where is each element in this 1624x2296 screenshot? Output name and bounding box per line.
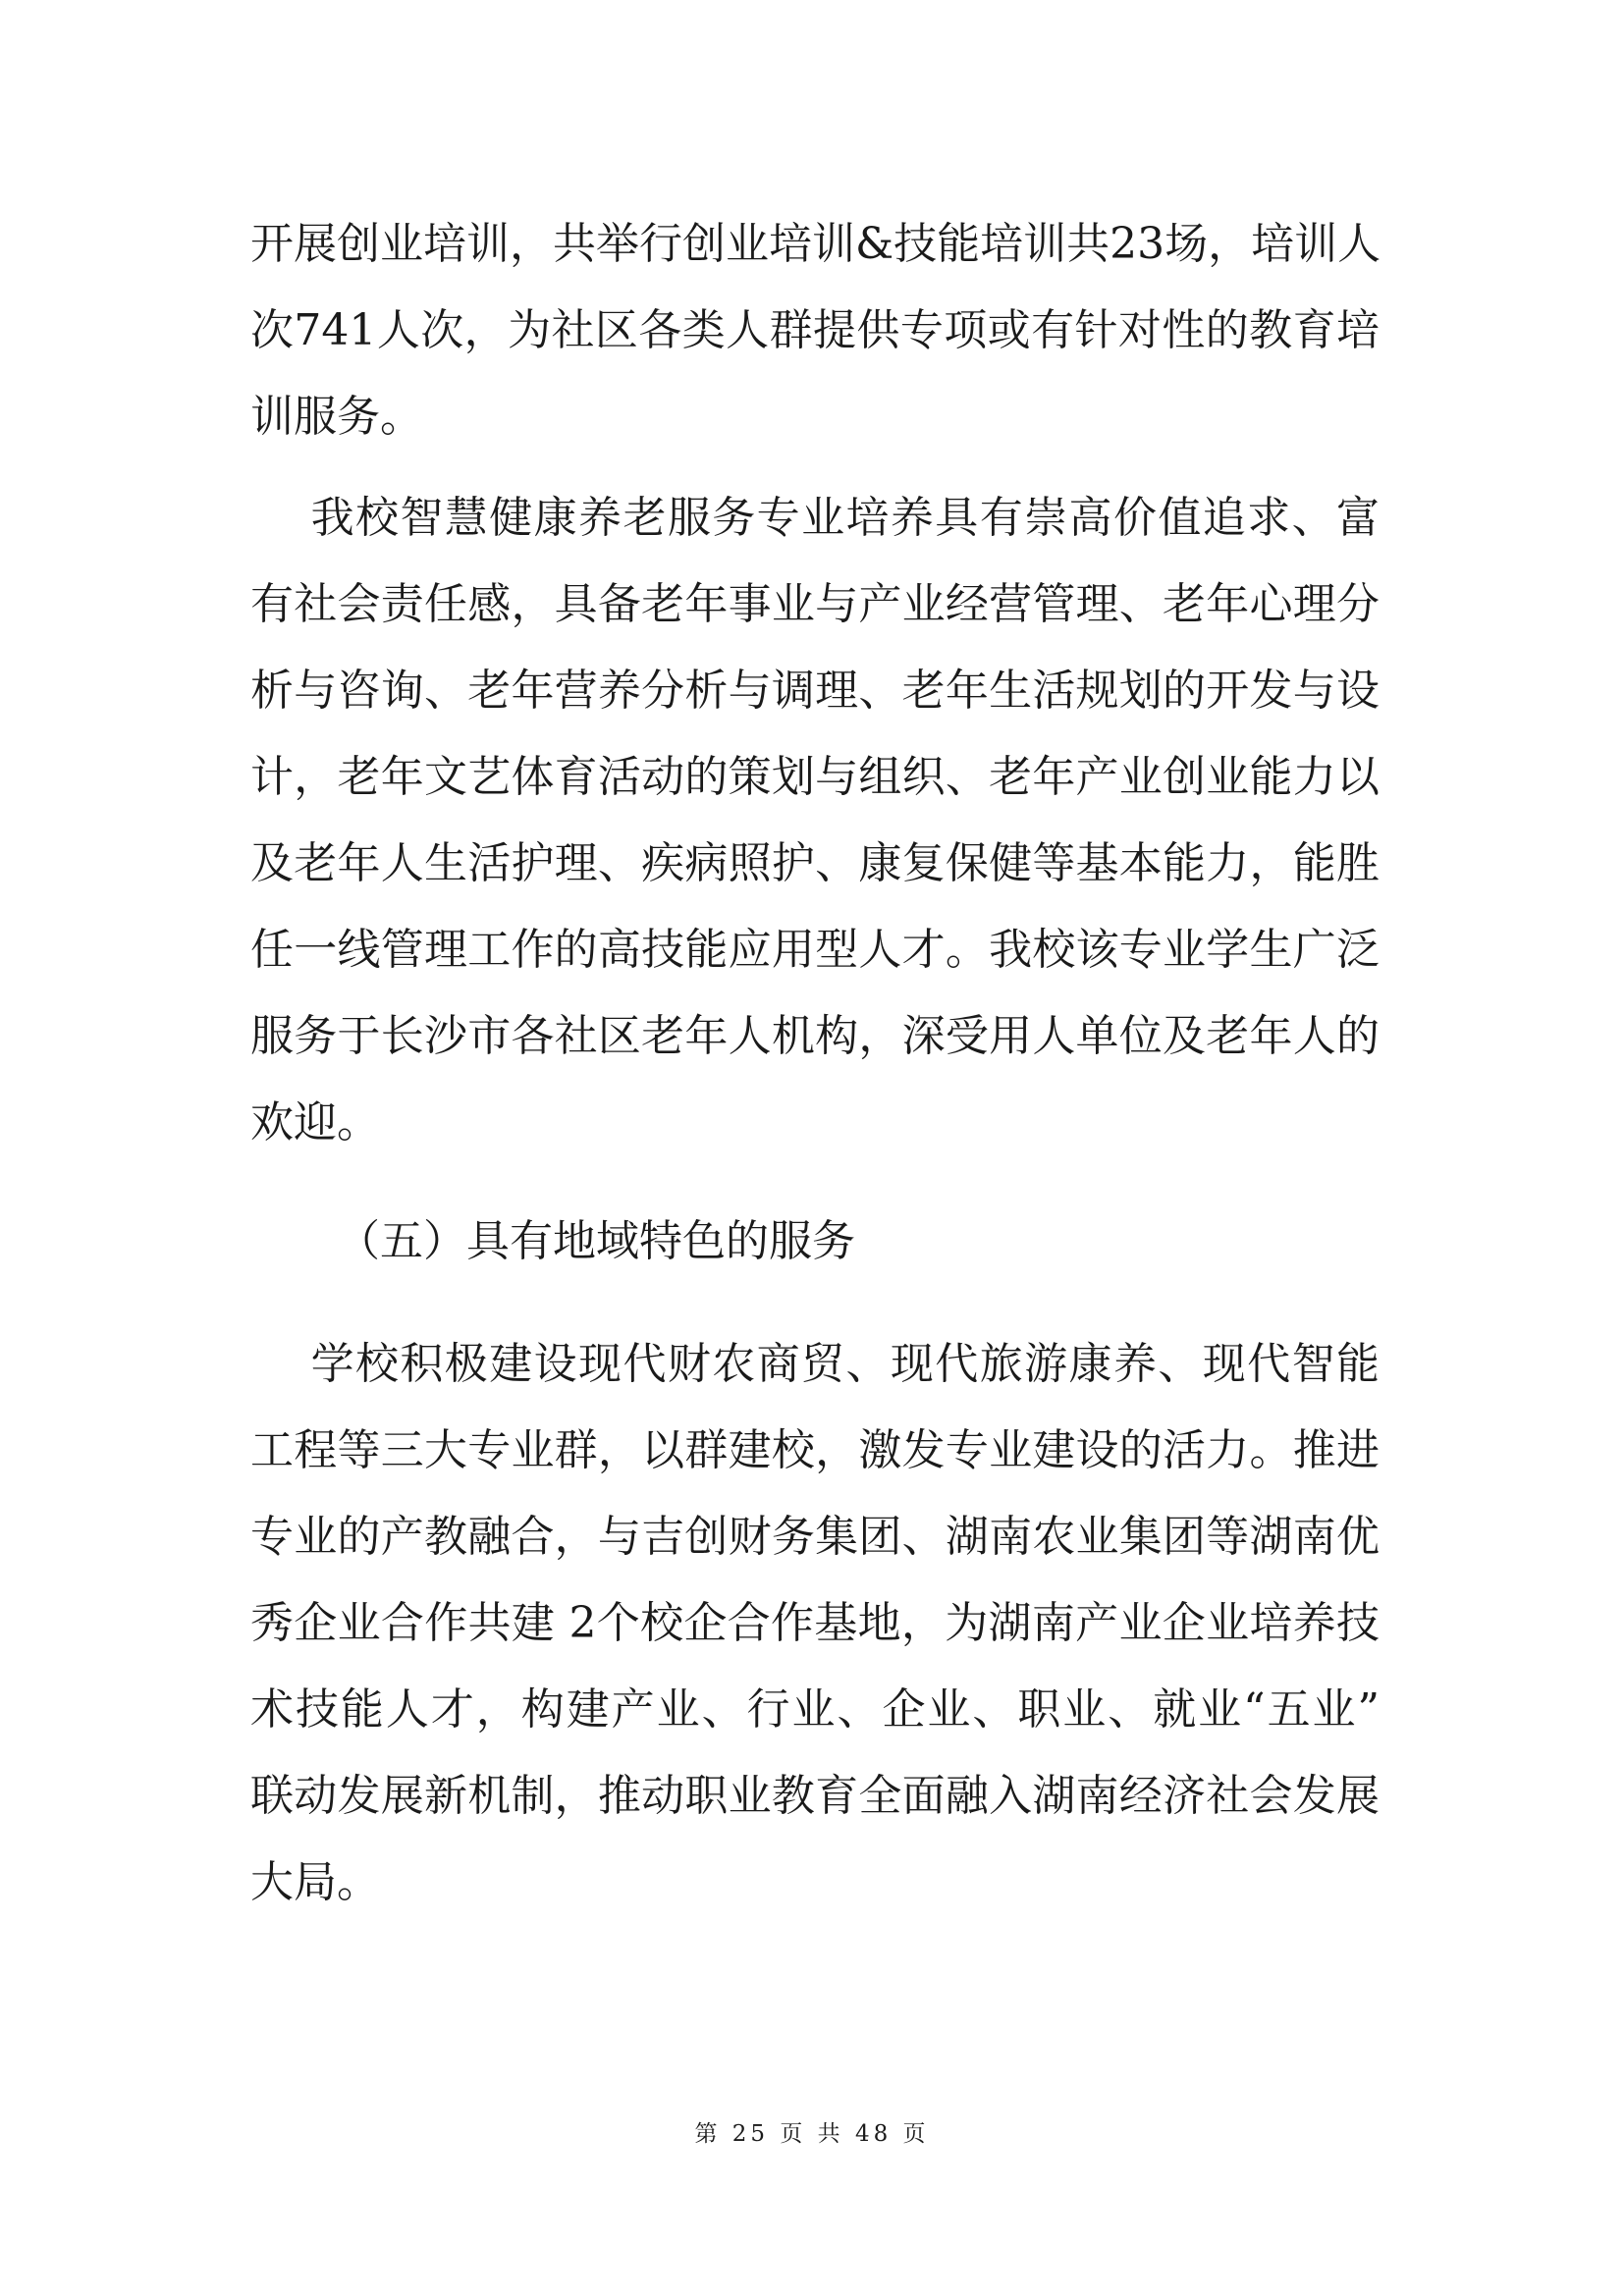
paragraph-training [250,201,1380,460]
paragraph-regional-services [250,1321,1380,1926]
paragraph-line: 析与咨询、老年营养分析与调理、老年生活规划的开发与设 [250,666,1380,716]
paragraph-line: 有社会责任感，具备老年事业与产业经营管理、老年心理分 [250,579,1380,629]
paragraph-line: 开展创业培训，共举行创业培训&技能培训共23场，培训人 [250,219,1381,269]
paragraph-line: 专业的产教融合，与吉创财务集团、湖南农业集团等湖南优 [250,1512,1380,1562]
paragraph-line: 欢迎。 [250,1097,380,1148]
section-heading-block [250,1199,1380,1285]
paragraph-line: 计，老年文艺体育活动的策划与组织、老年产业创业能力以 [250,752,1380,802]
paragraph-line: 服务于长沙市各社区老年人机构，深受用人单位及老年人的 [250,1011,1380,1061]
paragraph-line: 及老年人生活护理、疾病照护、康复保健等基本能力，能胜 [250,838,1380,888]
paragraph-line: 秀企业合作共建 2个校企合作基地，为湖南产业企业培养技 [250,1598,1380,1648]
section-heading: （五）具有地域特色的服务 [337,1216,855,1266]
paragraph-line: 训服务。 [250,392,423,442]
paragraph-line: 大局。 [250,1857,380,1907]
paragraph-line: 次741人次，为社区各类人群提供专项或有针对性的教育培 [250,305,1380,355]
paragraph-line: 工程等三大专业群，以群建校，激发专业建设的活力。推进 [250,1425,1380,1475]
paragraph-line: 联动发展新机制，推动职业教育全面融入湖南经济社会发展 [250,1771,1380,1821]
page-number-footer: 第 25 页 共 48 页 [694,2121,930,2147]
paragraph-line: 术技能人才，构建产业、行业、企业、职业、就业“五业” [250,1684,1380,1735]
paragraph-elderly-care-major [250,475,1380,1166]
paragraph-line: 任一线管理工作的高技能应用型人才。我校该专业学生广泛 [250,925,1380,975]
paragraph-line: 我校智慧健康养老服务专业培养具有崇高价值追求、富 [250,493,1380,543]
paragraph-line: 学校积极建设现代财农商贸、现代旅游康养、现代智能 [250,1339,1380,1389]
